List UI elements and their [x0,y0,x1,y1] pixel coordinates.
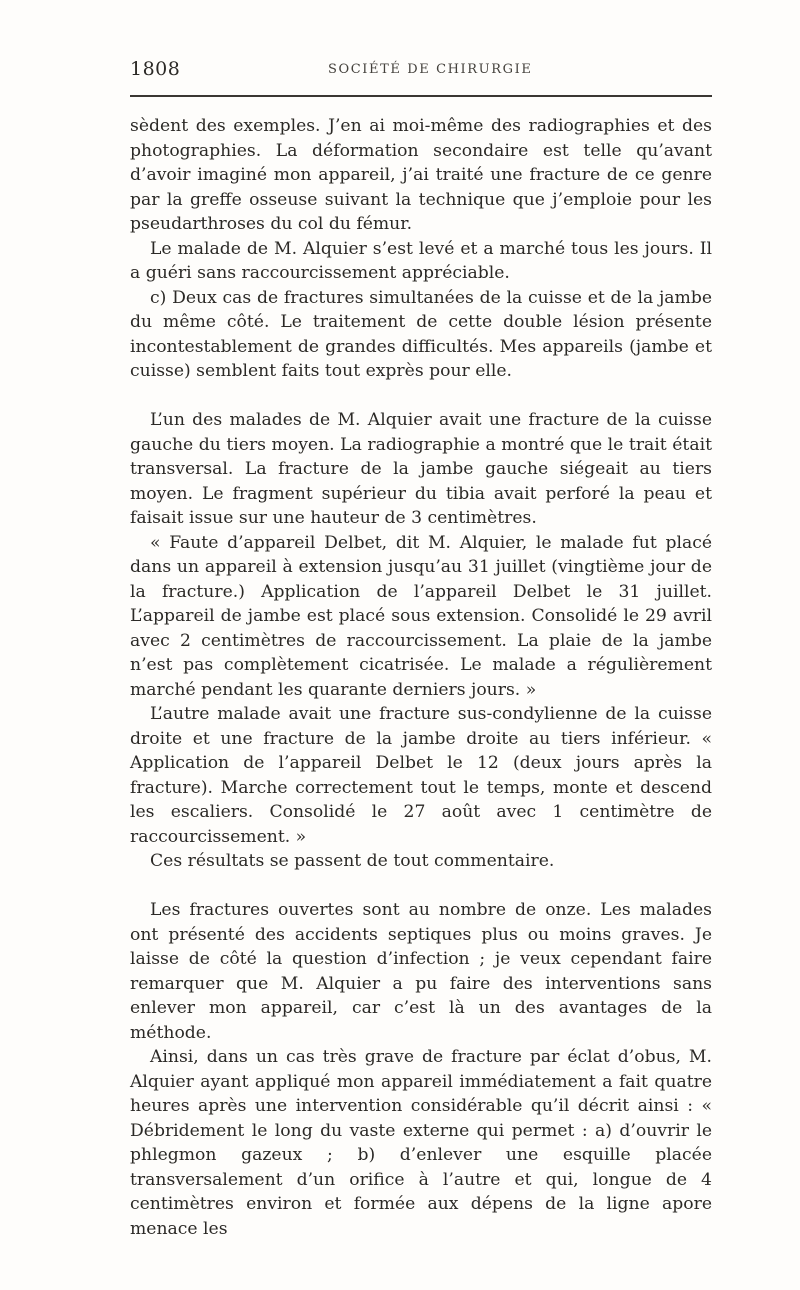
header-rule [130,95,712,97]
paragraph: Les fractures ouvertes sont au nombre de onze. Les malades ont présenté des accidents septiques plus ou moins graves. Je laisse de côté la question d’infection ; je veux cependant faire remarquer que M. Alquier a pu faire des interventions sans enlever mon appareil, car c’est là un des avantages de la méthode. [130,900,712,1043]
paragraph: c) Deux cas de fractures simultanées de la cuisse et de la jambe du même côté. Le traitement de cette double lésion présente incontestablement de grandes difficultés. Mes appareils (jambe et cuisse) semblent faits tout exprès pour elle. [130,287,712,381]
paragraph: « Faute d’appareil Delbet, dit M. Alquier, le malade fut placé dans un appareil à extension jusqu’au 31 juillet (vingtième jour de la fracture.) Application de l’appareil Delbet le 31 juillet. L’appareil de jambe est placé sous extension. Consolidé le 29 avril avec 2 centimètres de raccourcissement. La plaie de la jambe n’est pas complètement cicatrisée. Le malade a régulièrement marché pendant les quarante derniers jours. » [130,532,712,700]
paragraph: Le malade de M. Alquier s’est levé et a marché tous les jours. Il a guéri sans raccourcissement appréciable. [130,238,712,283]
paragraph: Ces résultats se passent de tout commentaire. [150,851,555,871]
paragraph: L’autre malade avait une fracture sus-condylienne de la cuisse droite et une fracture de la jambe droite au tiers inférieur. « Application de l’appareil Delbet le 12 (deux jours après la fracture). Marche correctement tout le temps, monte et descend les escaliers. Consolidé le 27 août avec 1 centimètre de raccourcissement. » [130,704,712,847]
paragraph: L’un des malades de M. Alquier avait une fracture de la cuisse gauche du tiers moyen. La radiographie a montré que le trait était transversal. La fracture de la jambe gauche siégeait au tiers moyen. Le fragment supérieur du tibia avait perforé la peau et faisait issue sur une hauteur de 3 centimètres. [130,410,712,528]
body-text [130,114,712,1241]
paragraph: sèdent des exemples. J’en ai moi-même des radiographies et des photographies. La déformation secondaire est telle qu’avant d’avoir imaginé mon appareil, j’ai traité une fracture de ce genre par la greffe osseuse suivant la technique que j’emploie pour les pseudarthroses du col du fémur. [130,116,712,234]
page-header [130,58,712,82]
running-head: SOCIÉTÉ DE CHIRURGIE [328,62,533,77]
paragraph: Ainsi, dans un cas très grave de fracture par éclat d’obus, M. Alquier ayant appliqué mon appareil immédiatement a fait quatre heures après une intervention considérable qu’il décrit ainsi : « Débridement le long du vaste externe qui permet : a) d’ouvrir le phlegmon gazeux ; b) d’enlever une esquille placée transversalement d’un orifice à l’autre et qui, longue de 4 centimètres environ et formée aux dépens de la ligne apore menace les [130,1047,712,1239]
page-number: 1808 [130,58,181,80]
